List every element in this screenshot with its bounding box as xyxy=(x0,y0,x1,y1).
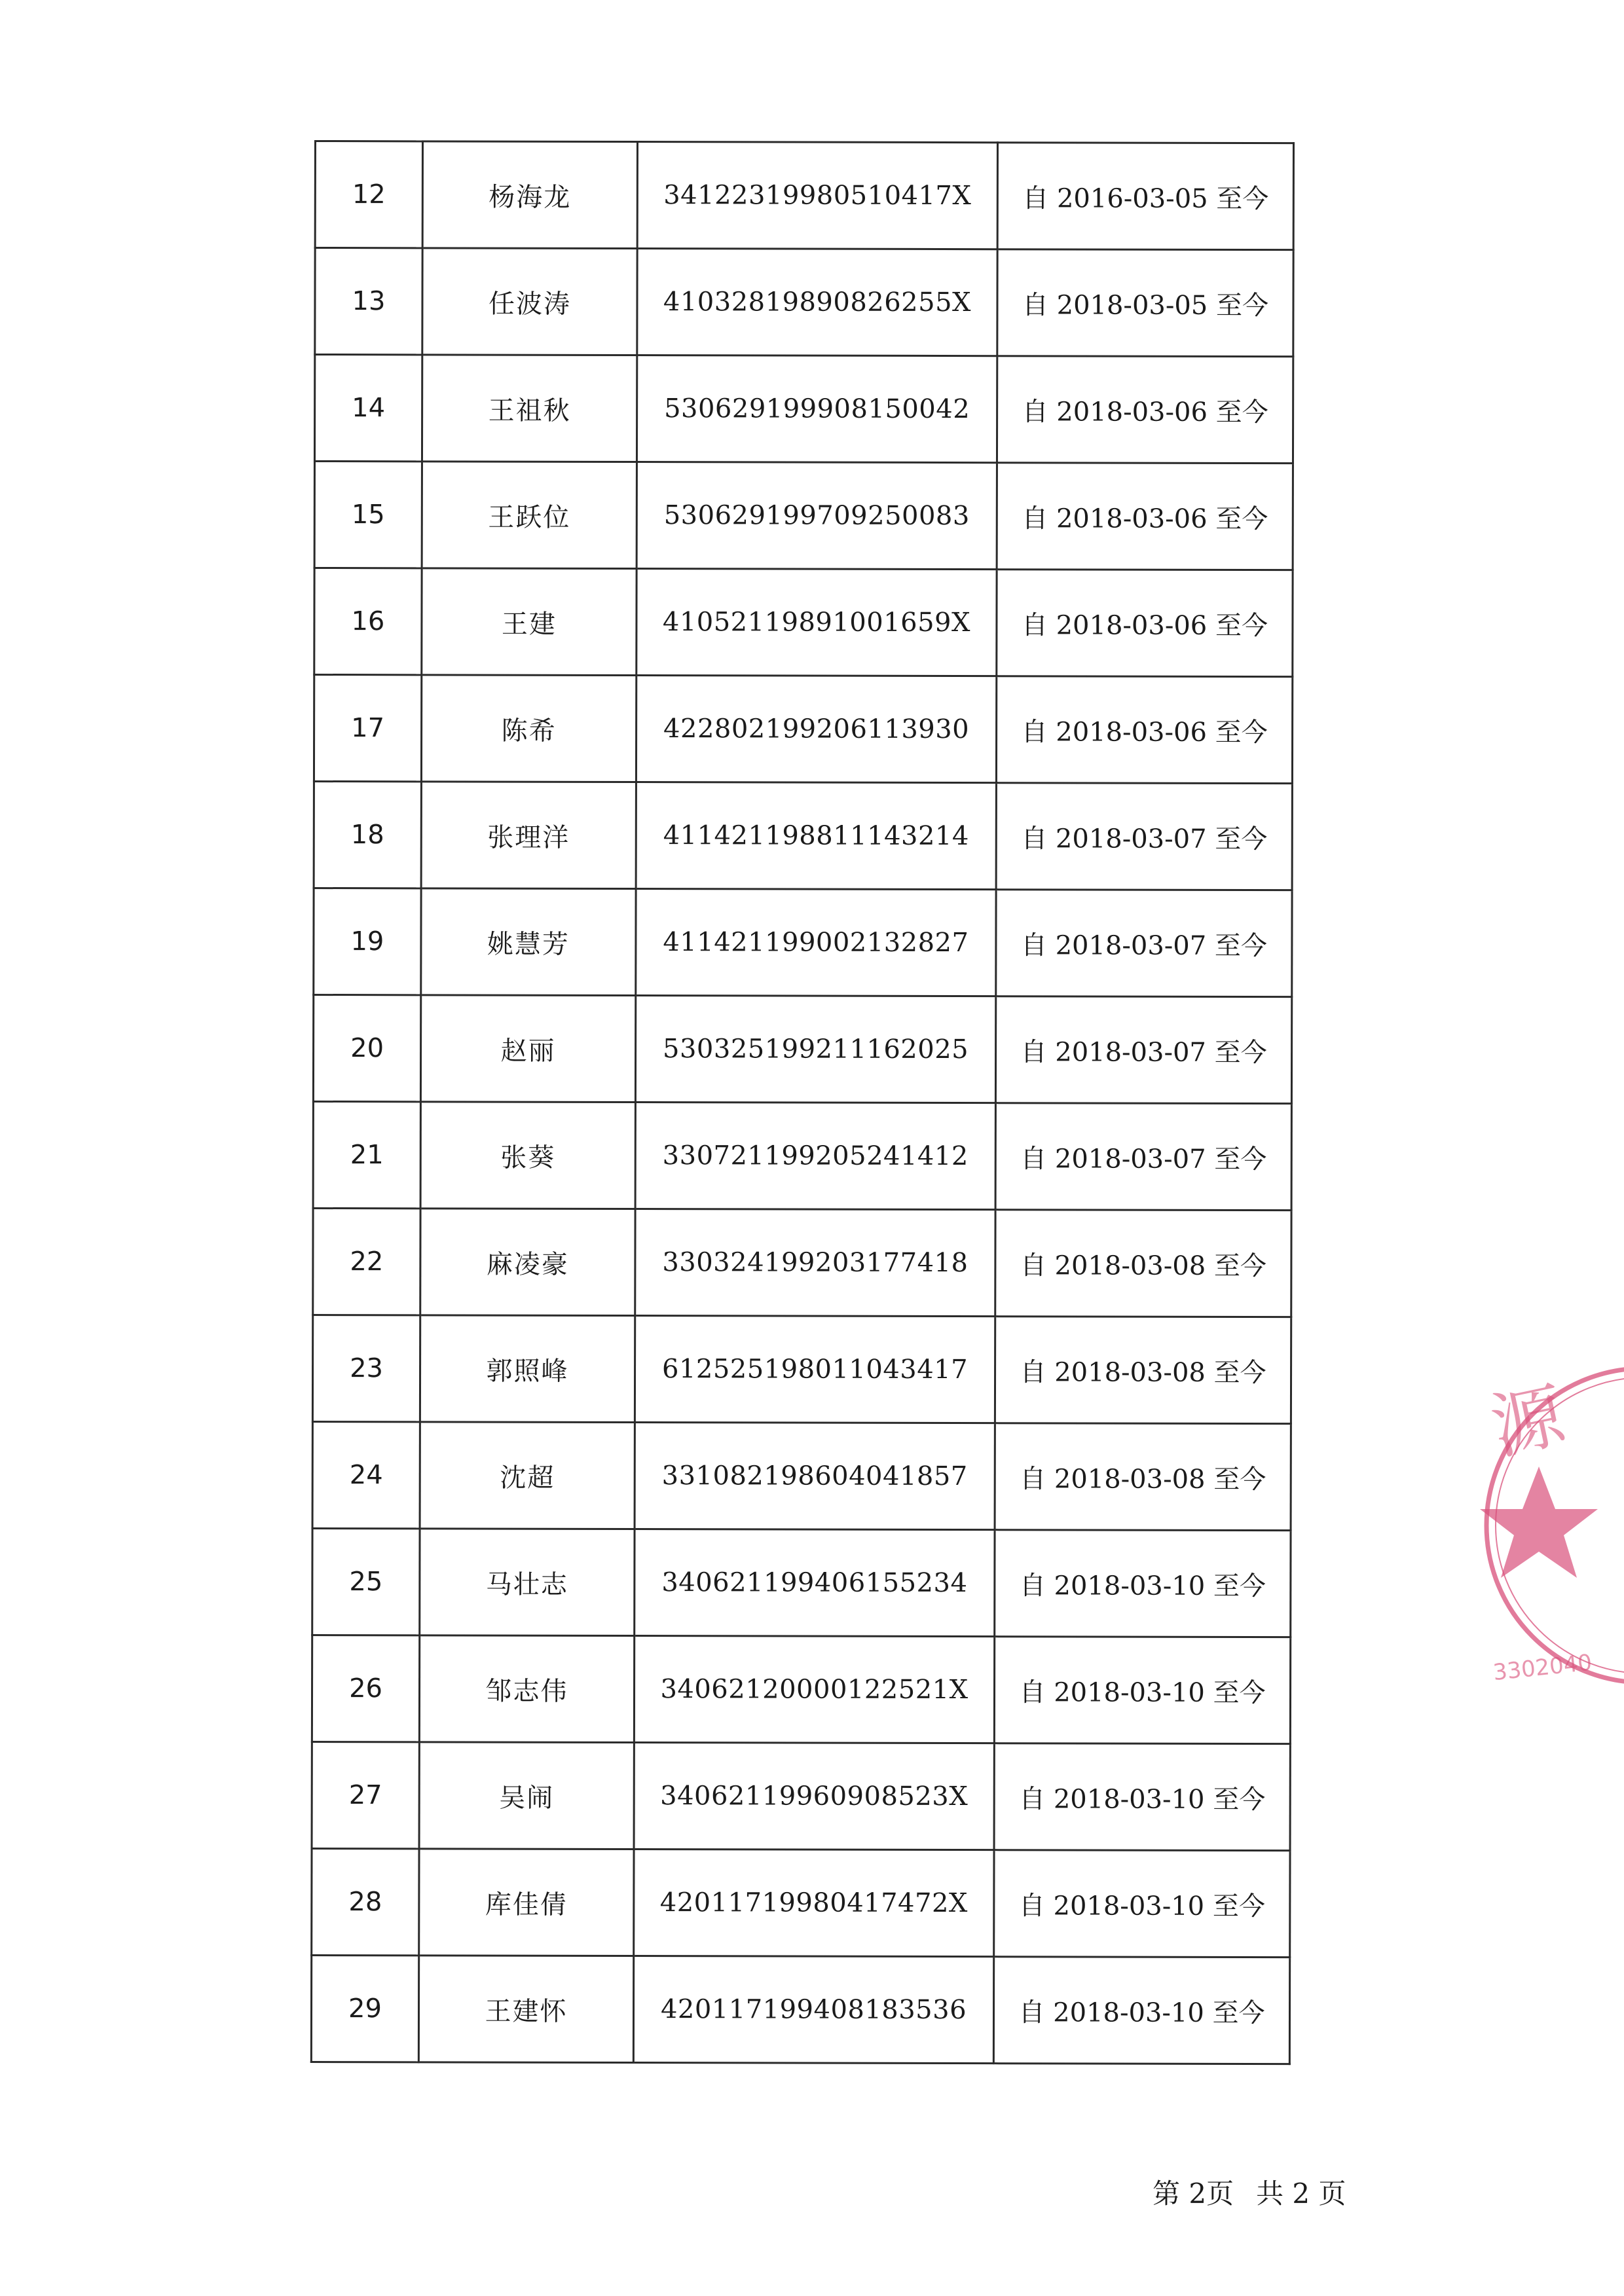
person-name: 郭照峰 xyxy=(420,1315,635,1423)
table-row xyxy=(312,1421,1291,1530)
person-name: 王建 xyxy=(422,568,637,676)
person-name: 吴闹 xyxy=(419,1742,634,1850)
id-number: 420117199408183536 xyxy=(633,1956,993,2064)
employment-period: 自 2018-03-07 至今 xyxy=(996,783,1292,890)
id-number: 330721199205241412 xyxy=(635,1102,995,1210)
employment-period: 自 2018-03-07 至今 xyxy=(995,996,1291,1104)
id-number: 422802199206113930 xyxy=(636,676,996,783)
employment-period: 自 2018-03-06 至今 xyxy=(997,463,1293,570)
table-row xyxy=(312,1528,1291,1637)
person-name: 王建怀 xyxy=(418,1956,633,2063)
seal-code: 3302040 xyxy=(1492,1649,1593,1686)
person-name: 马壮志 xyxy=(420,1529,635,1636)
row-number: 21 xyxy=(313,1101,420,1208)
person-name: 任波涛 xyxy=(422,248,637,355)
row-number: 26 xyxy=(312,1635,419,1741)
person-name: 张理洋 xyxy=(421,782,636,889)
table-row xyxy=(315,248,1293,357)
id-number: 530325199211162025 xyxy=(635,996,995,1103)
table-body xyxy=(311,141,1293,2064)
id-number: 41052119891001659X xyxy=(637,569,997,676)
employment-period: 自 2018-03-06 至今 xyxy=(997,570,1293,677)
id-number: 331082198604041857 xyxy=(635,1423,995,1530)
id-number: 530629199709250083 xyxy=(637,462,997,570)
page-footer xyxy=(1153,2172,1369,2212)
table-row xyxy=(313,1101,1291,1210)
employment-period: 自 2018-03-10 至今 xyxy=(995,1530,1291,1637)
employment-period: 自 2018-03-10 至今 xyxy=(994,1850,1290,1958)
person-name: 王祖秋 xyxy=(422,355,637,462)
row-number: 17 xyxy=(314,675,421,782)
person-name: 沈超 xyxy=(420,1422,635,1529)
person-name: 杨海龙 xyxy=(422,141,637,249)
table-row xyxy=(314,675,1292,784)
employment-period: 自 2018-03-07 至今 xyxy=(995,1103,1291,1211)
employment-period: 自 2018-03-08 至今 xyxy=(995,1423,1291,1531)
row-number: 22 xyxy=(313,1208,420,1315)
table-row xyxy=(312,1741,1290,1850)
id-number: 330324199203177418 xyxy=(635,1209,995,1317)
table-row xyxy=(312,1848,1290,1957)
employment-period: 自 2018-03-05 至今 xyxy=(997,249,1293,357)
table-row xyxy=(311,1955,1289,2064)
table-row xyxy=(314,888,1292,997)
page-current: 第 2页 xyxy=(1153,2178,1234,2210)
person-name: 麻凌豪 xyxy=(420,1209,635,1316)
id-number: 34122319980510417X xyxy=(637,142,997,249)
table-row xyxy=(312,1635,1290,1743)
employment-period: 自 2018-03-10 至今 xyxy=(994,1743,1290,1851)
row-number: 18 xyxy=(314,782,421,888)
person-name: 赵丽 xyxy=(420,995,635,1102)
employment-period: 自 2018-03-08 至今 xyxy=(995,1317,1291,1424)
table-row xyxy=(314,355,1293,464)
employment-period: 自 2018-03-10 至今 xyxy=(994,1637,1290,1744)
employment-period: 自 2018-03-10 至今 xyxy=(993,1957,1289,2064)
table-row xyxy=(314,568,1293,677)
table-row xyxy=(313,1208,1291,1317)
id-number: 411421199002132827 xyxy=(636,889,996,996)
seal-star xyxy=(1480,1467,1598,1578)
id-number: 34062119960908523X xyxy=(634,1743,994,1850)
person-name: 库佳倩 xyxy=(419,1849,634,1956)
table-row xyxy=(312,1315,1291,1423)
id-number: 530629199908150042 xyxy=(637,355,997,463)
person-name: 张葵 xyxy=(420,1102,635,1209)
row-number: 23 xyxy=(312,1315,420,1421)
table-row xyxy=(314,782,1292,890)
person-name: 陈希 xyxy=(421,675,636,782)
id-number: 340621199406155234 xyxy=(635,1529,995,1637)
id-number: 411421198811143214 xyxy=(636,782,996,890)
row-number: 29 xyxy=(311,1955,418,2062)
table-row xyxy=(313,995,1291,1104)
row-number: 20 xyxy=(313,995,420,1102)
row-number: 14 xyxy=(314,355,422,462)
person-name: 姚慧芳 xyxy=(421,888,636,996)
id-number: 42011719980417472X xyxy=(634,1850,994,1957)
employment-period: 自 2018-03-08 至今 xyxy=(995,1210,1291,1317)
row-number: 12 xyxy=(315,141,422,248)
table-row xyxy=(314,462,1293,570)
row-number: 13 xyxy=(315,248,422,355)
red-seal-stamp xyxy=(1467,1349,1624,1715)
employment-period: 自 2018-03-06 至今 xyxy=(996,676,1292,784)
page-total: 共 2 页 xyxy=(1256,2178,1346,2210)
personnel-table xyxy=(310,140,1295,2065)
seal-text: 源 xyxy=(1484,1373,1572,1470)
row-number: 15 xyxy=(314,462,422,568)
row-number: 28 xyxy=(312,1848,419,1955)
id-number: 612525198011043417 xyxy=(635,1316,995,1423)
id-number: 41032819890826255X xyxy=(637,249,997,356)
person-name: 邹志伟 xyxy=(419,1635,634,1743)
employment-period: 自 2016-03-05 至今 xyxy=(997,143,1293,250)
row-number: 24 xyxy=(312,1421,420,1528)
employment-period: 自 2018-03-06 至今 xyxy=(997,356,1293,464)
id-number: 34062120000122521X xyxy=(634,1636,994,1743)
row-number: 25 xyxy=(312,1528,420,1635)
person-name: 王跃位 xyxy=(422,462,637,569)
employment-period: 自 2018-03-07 至今 xyxy=(996,890,1292,997)
row-number: 27 xyxy=(312,1741,419,1848)
row-number: 19 xyxy=(314,888,421,995)
row-number: 16 xyxy=(314,568,422,675)
table-row xyxy=(315,141,1293,250)
